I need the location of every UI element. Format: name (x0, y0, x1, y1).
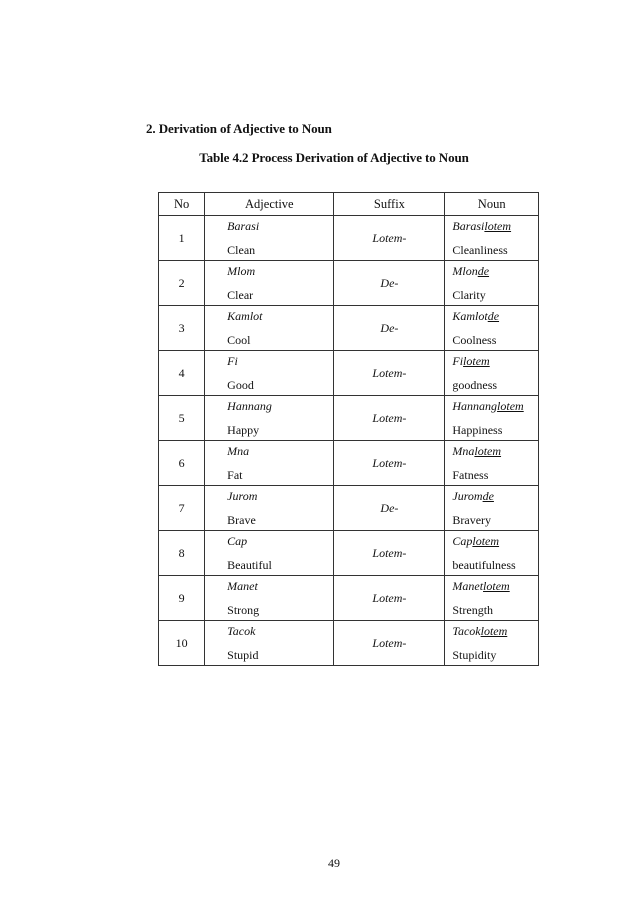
noun-base: Hannang (452, 399, 498, 413)
adjective-cell (205, 351, 334, 396)
noun-affix: lotem (497, 399, 524, 413)
noun-word (452, 353, 538, 369)
noun-affix: lotem (483, 579, 510, 593)
adjective-word: Mna (227, 444, 250, 458)
table-row (159, 576, 539, 621)
header-suffix: Suffix (334, 193, 445, 216)
adjective-word: Mlom (227, 264, 256, 278)
table-row (159, 531, 539, 576)
noun-word (452, 578, 538, 594)
noun-affix: lotem (480, 624, 508, 638)
row-number: 3 (159, 306, 205, 351)
noun-cell (445, 261, 539, 306)
noun-cell (445, 216, 539, 261)
noun-gloss: goodness (452, 378, 498, 392)
adjective-cell (205, 261, 334, 306)
table-row (159, 441, 539, 486)
noun-base: Fi (452, 354, 464, 368)
noun-affix: lotem (474, 444, 502, 458)
noun-word (452, 443, 538, 459)
adjective-gloss: Clear (227, 288, 254, 302)
noun-cell (445, 531, 539, 576)
derivation-table (158, 192, 539, 666)
page-number: 49 (328, 856, 340, 870)
adjective-gloss: Clean (227, 243, 256, 257)
table-row (159, 261, 539, 306)
adjective-cell (205, 531, 334, 576)
noun-word (452, 308, 538, 324)
noun-gloss: Fatness (452, 468, 489, 482)
noun-base: Mlon (452, 264, 478, 278)
noun-base: Jurom (452, 489, 483, 503)
row-number: 4 (159, 351, 205, 396)
noun-base: Barasi (452, 219, 485, 233)
adjective-gloss: Happy (227, 423, 260, 437)
noun-cell (445, 576, 539, 621)
noun-base: Tacok (452, 624, 481, 638)
noun-gloss: Cleanliness (452, 243, 508, 257)
adjective-cell (205, 216, 334, 261)
row-number: 1 (159, 216, 205, 261)
suffix-cell: Lotem- (334, 216, 445, 261)
suffix-cell: Lotem- (334, 351, 445, 396)
suffix-cell: Lotem- (334, 621, 445, 666)
adjective-word: Barasi (227, 219, 260, 233)
adjective-word: Tacok (227, 624, 256, 638)
table-row (159, 621, 539, 666)
adjective-word: Cap (227, 534, 248, 548)
noun-affix: lotem (472, 534, 500, 548)
noun-word (452, 488, 538, 504)
adjective-cell (205, 621, 334, 666)
adjective-cell (205, 441, 334, 486)
adjective-gloss: Stupid (227, 648, 259, 662)
table-row (159, 486, 539, 531)
adjective-word: Kamlot (227, 309, 263, 323)
noun-cell (445, 396, 539, 441)
noun-cell (445, 351, 539, 396)
adjective-word: Fi (227, 354, 238, 368)
header-noun: Noun (445, 193, 539, 216)
adjective-cell (205, 486, 334, 531)
suffix-cell: Lotem- (334, 396, 445, 441)
noun-gloss: Bravery (452, 513, 492, 527)
adjective-word: Manet (227, 579, 258, 593)
noun-gloss: Clarity (452, 288, 486, 302)
noun-word (452, 398, 538, 414)
table-body (159, 216, 539, 666)
noun-cell (445, 306, 539, 351)
header-no: No (159, 193, 205, 216)
adjective-word: Hannang (227, 399, 272, 413)
noun-word (452, 263, 538, 279)
noun-base: Manet (452, 579, 484, 593)
noun-gloss: Stupidity (452, 648, 497, 662)
table-header-row (159, 193, 539, 216)
noun-gloss: Coolness (452, 333, 497, 347)
row-number: 8 (159, 531, 205, 576)
noun-cell (445, 621, 539, 666)
row-number: 9 (159, 576, 205, 621)
row-number: 10 (159, 621, 205, 666)
noun-gloss: Happiness (452, 423, 503, 437)
noun-base: Kamlot (452, 309, 488, 323)
noun-affix: de (477, 264, 490, 278)
noun-affix: lotem (463, 354, 490, 368)
adjective-gloss: Strong (227, 603, 260, 617)
adjective-gloss: Brave (227, 513, 256, 527)
noun-gloss: Strength (452, 603, 494, 617)
noun-affix: de (482, 489, 494, 503)
noun-word (452, 533, 538, 549)
adjective-cell (205, 576, 334, 621)
noun-word (452, 623, 538, 639)
adjective-word: Jurom (227, 489, 258, 503)
noun-word (452, 218, 538, 234)
noun-affix: de (487, 309, 500, 323)
row-number: 5 (159, 396, 205, 441)
row-number: 7 (159, 486, 205, 531)
suffix-cell: Lotem- (334, 531, 445, 576)
adjective-cell (205, 396, 334, 441)
suffix-cell: Lotem- (334, 576, 445, 621)
section-heading: 2. Derivation of Adjective to Noun (146, 121, 332, 136)
noun-base: Mna (452, 444, 475, 458)
suffix-cell: De- (334, 486, 445, 531)
noun-cell (445, 441, 539, 486)
row-number: 6 (159, 441, 205, 486)
header-adjective: Adjective (205, 193, 334, 216)
row-number: 2 (159, 261, 205, 306)
adjective-gloss: Fat (227, 468, 243, 482)
noun-base: Cap (452, 534, 473, 548)
table-row (159, 306, 539, 351)
table-row (159, 396, 539, 441)
adjective-gloss: Good (227, 378, 254, 392)
adjective-gloss: Cool (227, 333, 251, 347)
suffix-cell: De- (334, 306, 445, 351)
noun-cell (445, 486, 539, 531)
noun-affix: lotem (484, 219, 512, 233)
table-caption: Table 4.2 Process Derivation of Adjective to Noun (199, 150, 469, 165)
noun-gloss: beautifulness (452, 558, 516, 572)
table-row (159, 351, 539, 396)
suffix-cell: Lotem- (334, 441, 445, 486)
adjective-gloss: Beautiful (227, 558, 272, 572)
adjective-cell (205, 306, 334, 351)
suffix-cell: De- (334, 261, 445, 306)
table-row (159, 216, 539, 261)
